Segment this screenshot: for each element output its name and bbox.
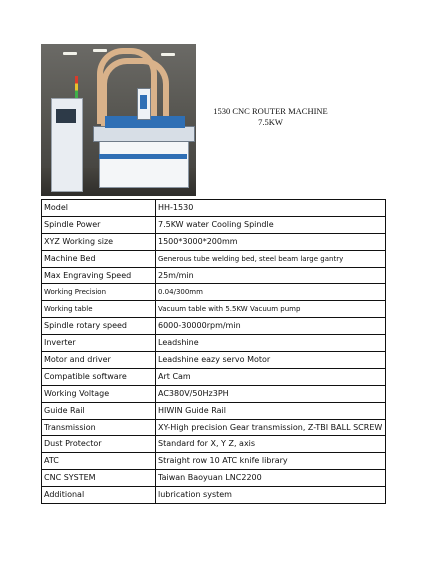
spec-value: 0.04/300mm [156,284,386,301]
spec-value: Generous tube welding bed, steel beam large gantry [156,250,386,267]
spec-label: Spindle rotary speed [42,318,156,335]
spec-label: Working Voltage [42,385,156,402]
spec-row [42,385,386,402]
spec-label: CNC SYSTEM [42,470,156,487]
spec-label: Compatible software [42,368,156,385]
spec-value: 7.5KW water Cooling Spindle [156,216,386,233]
spec-row [42,216,386,233]
spec-row [42,301,386,318]
spec-value: 25m/min [156,267,386,284]
spec-value: lubrication system [156,487,386,504]
spec-label: Transmission [42,419,156,436]
spec-table [41,199,386,504]
spec-row [42,436,386,453]
spec-label: XYZ Working size [42,233,156,250]
caption-title: 1530 CNC ROUTER MACHINE [213,106,328,116]
spec-row [42,318,386,335]
spec-label: Guide Rail [42,402,156,419]
spec-value: Standard for X, Y Z, axis [156,436,386,453]
spec-label: Working table [42,301,156,318]
spec-value: 6000-30000rpm/min [156,318,386,335]
spec-value: Art Cam [156,368,386,385]
spec-value: Vacuum table with 5.5KW Vacuum pump [156,301,386,318]
spec-row [42,335,386,352]
spec-label: Model [42,200,156,217]
spec-row [42,250,386,267]
spec-label: ATC [42,453,156,470]
spec-value: HH-1530 [156,200,386,217]
spec-label: Spindle Power [42,216,156,233]
spec-row [42,233,386,250]
product-caption [198,106,343,128]
spec-label: Max Engraving Speed [42,267,156,284]
spec-value: Leadshine eazy servo Motor [156,352,386,369]
spec-row [42,284,386,301]
spec-row [42,368,386,385]
spec-value: Straight row 10 ATC knife library [156,453,386,470]
spec-row [42,402,386,419]
spec-label: Inverter [42,335,156,352]
spec-row [42,419,386,436]
spec-row [42,200,386,217]
spec-value: AC380V/50Hz3PH [156,385,386,402]
spec-row [42,487,386,504]
spec-label: Machine Bed [42,250,156,267]
spec-label: Additional [42,487,156,504]
spec-label: Dust Protector [42,436,156,453]
spec-row [42,352,386,369]
spec-row [42,470,386,487]
spec-value: 1500*3000*200mm [156,233,386,250]
caption-power: 7.5KW [258,117,283,127]
spec-value: Leadshine [156,335,386,352]
spec-row [42,267,386,284]
spec-value: HIWIN Guide Rail [156,402,386,419]
spec-value: Taiwan Baoyuan LNC2200 [156,470,386,487]
spec-label: Motor and driver [42,352,156,369]
cnc-router-machine-photo [41,44,196,196]
spec-value: XY-High precision Gear transmission, Z-TBI BALL SCREW [156,419,386,436]
spec-label: Working Precision [42,284,156,301]
spec-row [42,453,386,470]
